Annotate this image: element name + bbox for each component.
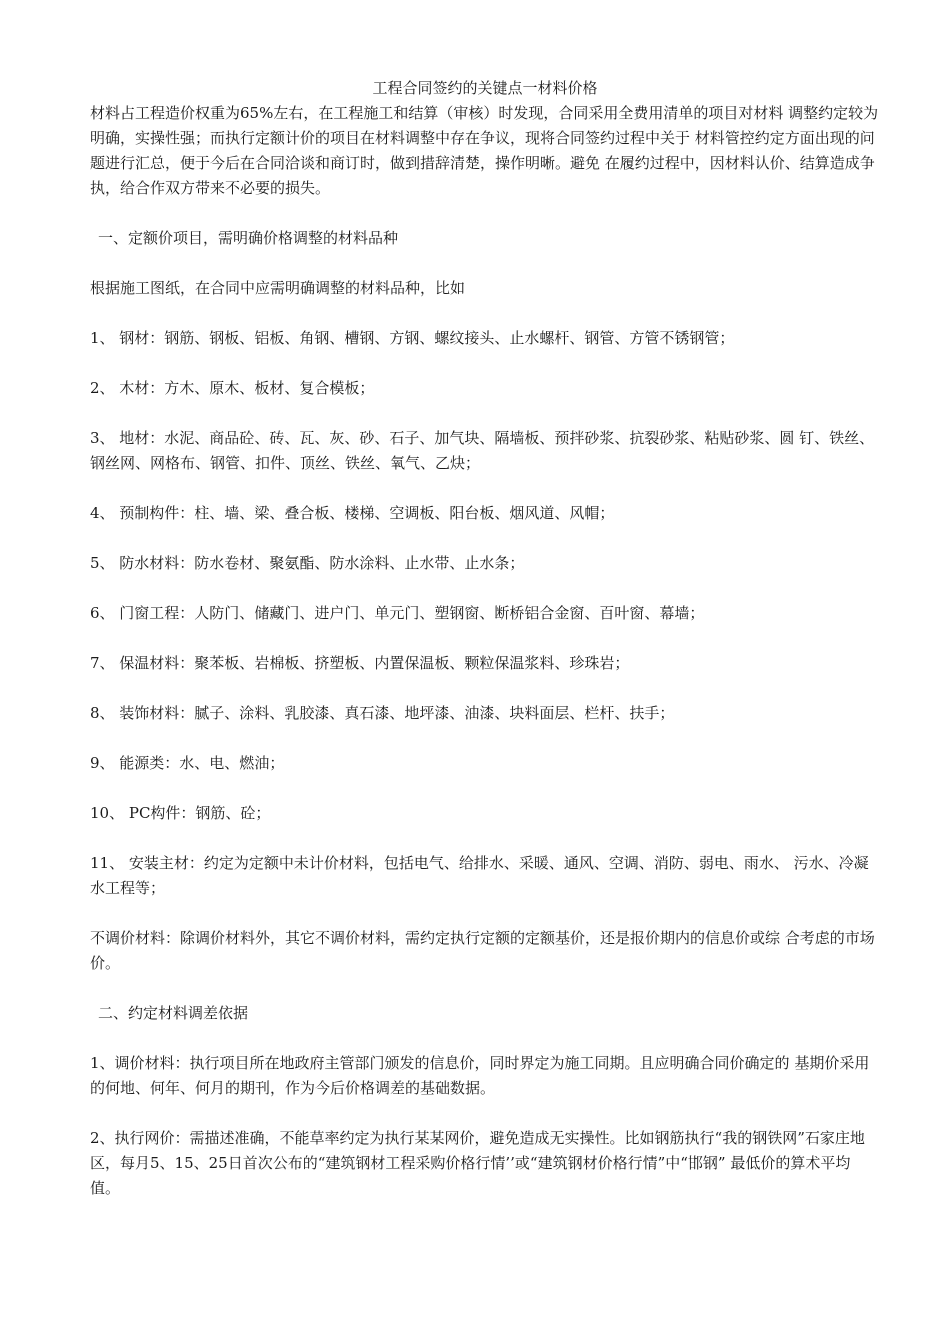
material-item-7: 7、 保温材料：聚苯板、岩棉板、挤塑板、内置保温板、颗粒保温浆料、珍珠岩； — [90, 654, 630, 672]
intro-paragraph: 材料占工程造价权重为65%左右，在工程施工和结算（审核）时发现，合同采用全费用清单的项目对材料 调整约定较为明确，实操性强；而执行定额计价的项目在材料调整中存在争议，现将合同签约过程中关于 材料管控约定方面出现的问题进行汇总，便于今后在合同洽谈和商订时，做到措辞清楚，操作明晰。避免 在履约过程中，因材料认价、结算造成争执，给合作双方带来不必要的损失。 — [90, 104, 879, 197]
section-1-heading: 一、定额价项目，需明确价格调整的材料品种 — [98, 229, 399, 247]
material-item-5: 5、 防水材料：防水卷材、聚氨酯、防水涂料、止水带、止水条； — [90, 554, 525, 572]
material-item-10: 10、 PC构件：钢筋、砼； — [90, 804, 271, 822]
section-2-heading: 二、约定材料调差依据 — [98, 1004, 249, 1022]
section-2-item-2: 2、执行网价：需描述准确，不能草率约定为执行某某网价，避免造成无实操性。比如钢筋执行“我的钢铁网”石家庄地区，每月5、15、25日首次公布的“建筑钢材工程采购价格行情’’或“建筑钢材价格行情”中“邯钢” 最低价的算术平均值。 — [90, 1129, 865, 1197]
section-1-lead: 根据施工图纸，在合同中应需明确调整的材料品种，比如 — [90, 279, 466, 297]
non-adjust-paragraph: 不调价材料：除调价材料外，其它不调价材料，需约定执行定额的定额基价，还是报价期内的信息价或综 合考虑的市场价。 — [90, 929, 875, 972]
material-item-1: 1、 钢材：钢筋、钢板、铝板、角钢、槽钢、方钢、螺纹接头、止水螺杆、钢管、方管不锈钢管； — [90, 329, 735, 347]
section-2-item-1: 1、调价材料：执行项目所在地政府主管部门颁发的信息价，同时界定为施工同期。且应明确合同价确定的 基期价采用的何地、何年、何月的期刊，作为今后价格调差的基础数据。 — [90, 1054, 870, 1097]
material-item-6: 6、 门窗工程：人防门、储藏门、进户门、单元门、塑钢窗、断桥铝合金窗、百叶窗、幕墙； — [90, 604, 705, 622]
document-page — [90, 76, 880, 1201]
material-item-3: 3、 地材：水泥、商品砼、砖、瓦、灰、砂、石子、加气块、隔墙板、预拌砂浆、抗裂砂浆、粘贴砂浆、圆 钉、铁丝、钢丝网、网格布、钢管、扣件、顶丝、铁丝、氧气、乙炔； — [90, 429, 875, 472]
material-item-8: 8、 装饰材料：腻子、涂料、乳胶漆、真石漆、地坪漆、油漆、块料面层、栏杆、扶手； — [90, 704, 675, 722]
material-item-11: 11、 安装主材：约定为定额中未计价材料，包括电气、给排水、采暖、通风、空调、消防、弱电、雨水、 污水、冷凝水工程等； — [90, 854, 869, 897]
material-item-4: 4、 预制构件：柱、墙、梁、叠合板、楼梯、空调板、阳台板、烟风道、风帽； — [90, 504, 615, 522]
document-title: 工程合同签约的关键点一材料价格 — [372, 79, 598, 97]
material-item-2: 2、 木材：方木、原木、板材、复合模板； — [90, 379, 375, 397]
material-item-9: 9、 能源类：水、电、燃油； — [90, 754, 285, 772]
